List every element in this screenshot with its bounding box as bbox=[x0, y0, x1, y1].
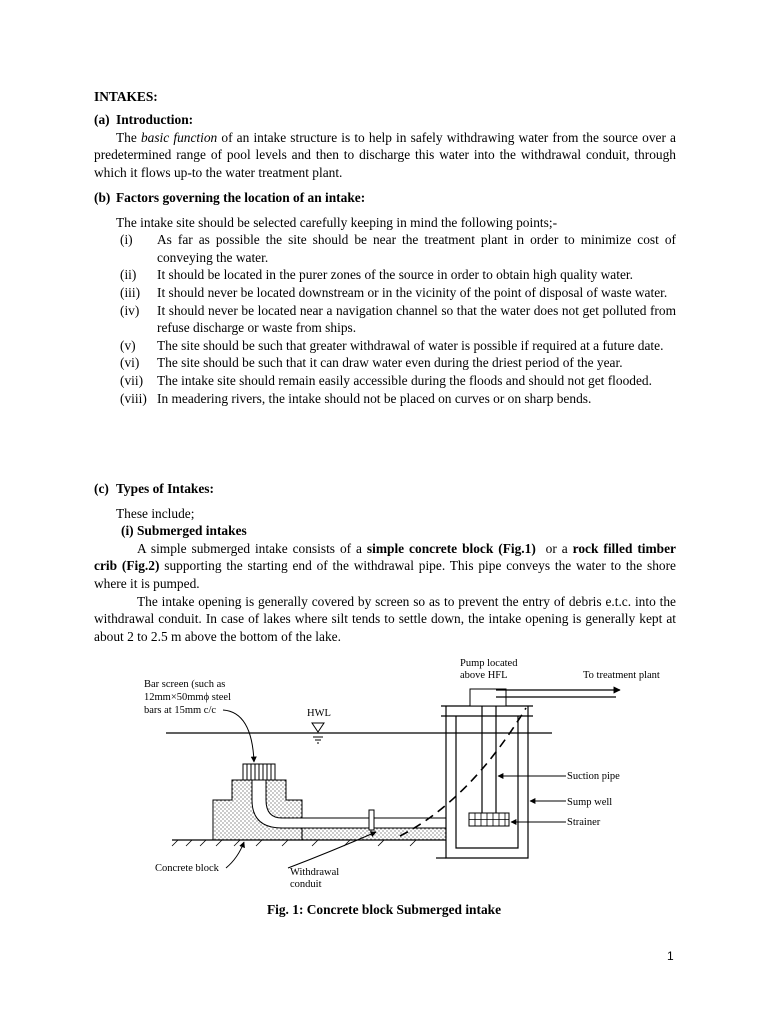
figure-concrete-block-intake bbox=[0, 650, 768, 900]
section-label: (a) bbox=[94, 112, 110, 127]
submerged-paragraph-2: The intake opening is generally covered by screen so as to prevent the entry of debris e.t.c. into the withdrawal conduit. In case of lakes where silt tends to settle down, the intake opening is generally kept at about 2 to 2.5 m above the bottom of the lake. bbox=[94, 593, 676, 644]
list-item: (viii) In meadering rivers, the intake should not be placed on curves or on sharp bends. bbox=[120, 390, 592, 406]
suction-pipe bbox=[482, 706, 496, 813]
concrete-block-label: Concrete block bbox=[155, 863, 219, 874]
bar-screen-bars bbox=[247, 764, 271, 780]
concrete-block-arrow bbox=[226, 842, 244, 868]
factors-list bbox=[94, 231, 676, 407]
page-number: 1 bbox=[667, 949, 674, 963]
sump-well bbox=[436, 706, 533, 858]
list-item: (vii) The intake site should remain easily accessible during the floods and should not get flooded. bbox=[120, 372, 652, 388]
bar-screen-arrow bbox=[223, 710, 254, 762]
delivery-pipe bbox=[496, 690, 620, 697]
list-item: (v) The site should be such that greater withdrawal of water is possible if required at a future date. bbox=[120, 337, 664, 353]
list-item: (iii) It should never be located downstream or in the vicinity of the point of disposal of waste water. bbox=[120, 284, 668, 300]
list-item: (vi) The site should be such that it can draw water even during the driest period of the year. bbox=[120, 355, 623, 371]
list-item: (i) As far as possible the site should be near the treatment plant in order to minimize cost of conveying the water. bbox=[120, 232, 676, 265]
bar-screen-label-3: bars at 15mm c/c bbox=[144, 705, 217, 716]
section-heading: (c) Types of Intakes: bbox=[94, 481, 214, 496]
pump-label-2: above HFL bbox=[460, 670, 508, 681]
section-label: (b) bbox=[94, 190, 111, 205]
section-types bbox=[94, 480, 676, 645]
sump-well-label: Sump well bbox=[567, 797, 613, 808]
withdrawal-label-2: conduit bbox=[290, 879, 322, 890]
hwl-label: HWL bbox=[307, 708, 331, 719]
intro-paragraph: The basic function of an intake structure is to help in safely withdrawing water from the source over a predetermined range of pool levels and then to discharge this water into the withdrawal conduit, through which it flows up-to the water treatment plant. bbox=[94, 129, 676, 180]
bar-screen-label-1: Bar screen (such as bbox=[144, 679, 226, 690]
submerged-paragraph-1: A simple submerged intake consists of a simple concrete block (Fig.1) or a rock filled timber crib (Fig.2) supporting the starting end of the withdrawal pipe. This pipe conveys the water to the shore where it is pumped. bbox=[94, 540, 676, 591]
strainer-label: Strainer bbox=[567, 817, 601, 828]
pipe-flange bbox=[369, 810, 374, 830]
section-introduction bbox=[94, 111, 676, 181]
factors-lead: The intake site should be selected carefully keeping in mind the following points;- bbox=[116, 214, 558, 230]
sub-heading: (i) Submerged intakes bbox=[121, 523, 247, 539]
section-factors bbox=[94, 189, 676, 407]
list-item: (iv) It should never be located near a navigation channel so that the water does not get polluted from refuse discharge or waste from ships. bbox=[120, 302, 676, 336]
section-heading: (a) Introduction: bbox=[94, 112, 194, 127]
suction-pipe-label: Suction pipe bbox=[567, 771, 620, 782]
bar-screen-label-2: 12mm×50mmϕ steel bbox=[144, 692, 231, 703]
list-item: (ii) It should be located in the purer zones of the source in order to obtain high quality water. bbox=[120, 267, 633, 283]
ground-hatching bbox=[172, 840, 416, 846]
figure-caption: Fig. 1: Concrete block Submerged intake bbox=[266, 902, 502, 917]
treatment-plant-label: To treatment plant bbox=[583, 670, 660, 681]
withdrawal-label-1: Withdrawal bbox=[290, 867, 340, 878]
types-lead: These include; bbox=[116, 505, 195, 521]
section-heading: (b) Factors governing the location of an intake: bbox=[94, 190, 366, 205]
page-title: INTAKES: bbox=[94, 89, 158, 104]
pump-label-1: Pump located bbox=[460, 658, 518, 669]
section-label: (c) bbox=[94, 481, 109, 496]
